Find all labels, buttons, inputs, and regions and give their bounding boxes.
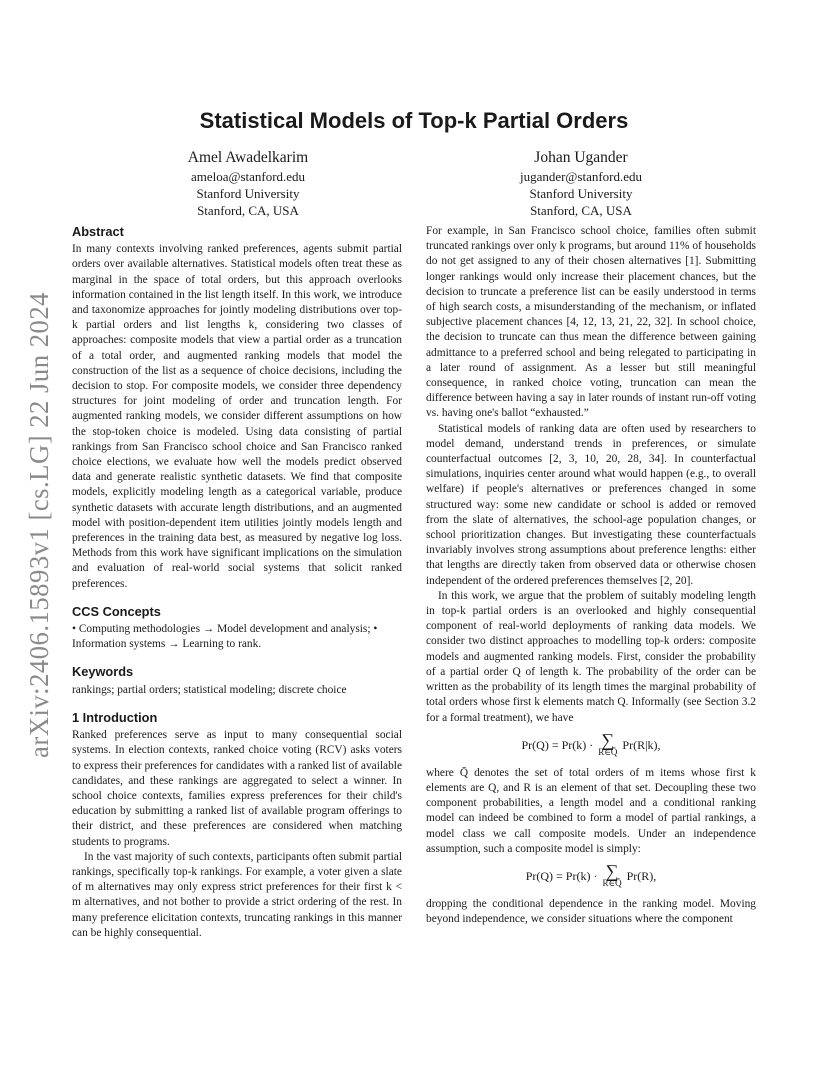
body-paragraph: In this work, we argue that the problem of suitably modeling length in top-k partial orders is an overlooked and highly consequential component of real-world deployments of ranking data models. We consider two distinct approaches to modelling top-k orders: composite models and augmented ranking models. First, consider the probability of a partial order Q of length k. The probability of the order can be written as the probability of its length times the marginal probability of total orders whose first k elements match Q. Informally (see Section 3.2 for a formal treatment), we have bbox=[426, 589, 756, 724]
equation-rhs: Pr(R), bbox=[626, 868, 657, 883]
body-paragraph: Statistical models of ranking data are often used by researchers to model demand, understand trends in preferences, or simulate counterfactual outcomes [2, 3, 10, 20, 28, 34]. In counterfactual simulations, inquiries center around what would happen (e.g., to overall welfare) if people's alternatives or preferences changed in some structured way: some new candidate or school is added or removed from the slate of alternatives, the school-age population changes, or school prioritization changes. But investigating these counterfactuals invariably involves strong assumptions about preference lengths: either that lengths are directly taken from observed data or otherwise chosen independent of the ordered preferences themselves [2, 20]. bbox=[426, 422, 756, 587]
body-paragraph: For example, in San Francisco school choice, families often submit truncated rankings over only k programs, but around 11% of households do not get assigned to any of their chosen alternatives [1]. Submitting longer rankings would only increase their placement chances, but the decision to truncate a preference list can be easily understood in terms of high search costs, a misunderstanding of the mechanism, or inflated subjective placement chances [4, 12, 13, 21, 22, 32]. In school choice, the decision to truncate can thus mean the difference between gaining admittance to a preferred school and being relegated to participating in a later round of assignment. As a lesser but still meaningful consequence, in ranked choice voting, truncation can mean the difference between having a say in later rounds of instant run-off voting vs. having one's ballot “exhausted.” bbox=[426, 225, 756, 420]
ccs-heading: CCS Concepts bbox=[72, 603, 161, 619]
author-email: jugander@stanford.edu bbox=[519, 169, 643, 184]
intro-paragraph: Ranked preferences serve as input to many consequential social systems. In election contexts, ranked choice voting (RCV) asks voters to express their preferences for candidates with a ranked list of available candidates, and these rankings are aggregated to select a winner. In school choice contexts, families express preferences for their child's education by submitting a ranked list of available program offerings to their district, and these preferences are considered when matching students to programs. bbox=[72, 729, 402, 848]
author-email: ameloa@stanford.edu bbox=[190, 169, 306, 184]
author-block-1 bbox=[118, 148, 378, 219]
equation-lhs: Pr(Q) = Pr(k) · bbox=[521, 737, 594, 752]
paper-title: Statistical Models of Top-k Partial Orders bbox=[199, 108, 629, 133]
summation bbox=[598, 729, 618, 758]
body-paragraph: where Q̄ denotes the set of total orders of m items whose first k elements are Q, and R is an element of that set. Decoupling these two component probabilities, a length model and a conditional ranking model can indeed be combined to form a model of partial rankings, a model class we call composite models. Under an independence assumption, such a composite model is simply: bbox=[426, 766, 756, 855]
arxiv-id-text: arXiv:2406.15893v1 [cs.LG] 22 Jun 2024 bbox=[24, 290, 54, 758]
abstract-text: In many contexts involving ranked preferences, agents submit partial orders over available alternatives. Statistical models often treat these as marginal in the space of total orders, but this approach overlooks information contained in the list length itself. In this work, we introduce and taxonomize approaches for jointly modeling distributions over top-k partial orders and list lengths k, considering two classes of approaches: composite models that view a partial order as a truncation of a total order, and augmented ranking models that model the construction of the list as a sequence of choice decisions, including the decision to stop. For composite models, we consider three dependency structures for joint modeling of order and truncation length. For augmented ranking models, we consider different assumptions on how the stop-token choice is modeled. Using data consisting of partial rankings from San Francisco school choice and San Francisco ranked choice elections, we evaluate how well the models predict observed data and generate realistic synthetic datasets. We find that composite models, explicitly modeling length as a categorical variable, produce synthetic datasets with accurate length distributions, and an augmented model with position-dependent item utilities jointly models length and preferences in the training data best, as measured by negative log loss. Methods from this work have significant implications on the simulation and evaluation of real-world social systems that solicit ranked preferences. bbox=[72, 243, 402, 590]
equation-1 bbox=[426, 729, 756, 758]
equation-2 bbox=[426, 860, 756, 889]
summation-subscript: R∈Q̄ bbox=[598, 746, 618, 757]
author-name: Johan Ugander bbox=[534, 149, 628, 166]
intro-paragraph: In the vast majority of such contexts, participants often submit partial rankings, specifically top-k rankings. For example, a voter given a slate of m alternatives may only express strict preferences for their first k < m alternatives, and not bother to provide a strict ordering of the rest. In many preference elicitation contexts, truncating rankings in this manner can be highly consequential. bbox=[72, 850, 402, 939]
author-location: Stanford, CA, USA bbox=[530, 203, 632, 218]
body-paragraph: dropping the conditional dependence in the ranking model. Moving beyond independence, we consider situations where the component bbox=[426, 897, 756, 926]
equation-lhs: Pr(Q) = Pr(k) · bbox=[525, 868, 598, 883]
section-heading-introduction: 1 Introduction bbox=[72, 709, 158, 725]
author-affiliation: Stanford University bbox=[196, 186, 300, 201]
equation-rhs: Pr(R|k), bbox=[622, 737, 661, 752]
author-location: Stanford, CA, USA bbox=[197, 203, 299, 218]
author-name: Amel Awadelkarim bbox=[187, 149, 309, 166]
arxiv-identifier bbox=[18, 290, 58, 760]
left-column bbox=[72, 224, 402, 941]
right-column bbox=[426, 224, 756, 927]
summation-subscript: R∈Q̄ bbox=[602, 877, 622, 888]
author-affiliation: Stanford University bbox=[529, 186, 633, 201]
abstract-heading: Abstract bbox=[72, 224, 124, 239]
keywords-text: rankings; partial orders; statistical modeling; discrete choice bbox=[72, 683, 347, 696]
summation bbox=[602, 860, 622, 889]
author-block-2 bbox=[451, 148, 711, 219]
keywords-heading: Keywords bbox=[72, 664, 134, 680]
ccs-text: • Computing methodologies → Model development and analysis; • Information systems → Learning to rank. bbox=[72, 623, 378, 651]
sigma-symbol: ∑ bbox=[601, 729, 615, 750]
sigma-symbol: ∑ bbox=[605, 860, 619, 881]
